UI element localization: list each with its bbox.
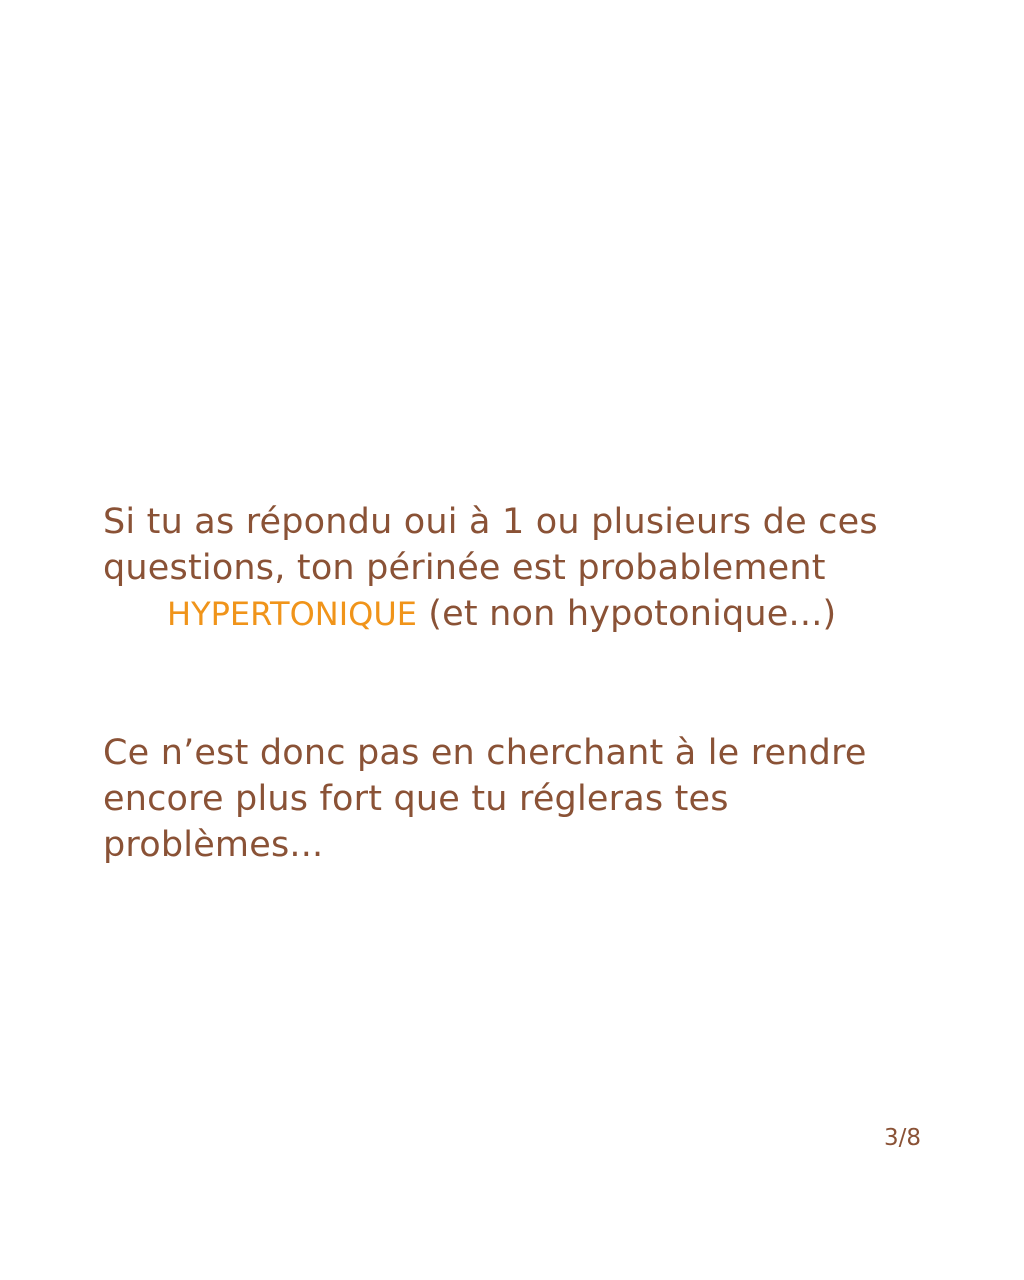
paragraph-hypertonic-result	[103, 499, 923, 637]
paragraph-1-line-1: Si tu as répondu oui à 1 ou plusieurs de ces	[103, 502, 878, 542]
page-indicator: 3/8	[883, 1125, 921, 1151]
paragraph-2-line-2: encore plus fort que tu régleras tes	[103, 779, 729, 819]
hypertonique-highlight: HYPERTONIQUE	[167, 595, 417, 633]
paragraph-1-line-2: questions, ton périnée est probablement	[103, 548, 826, 588]
paragraph-conclusion	[103, 730, 923, 868]
paragraph-2-line-1: Ce n’est donc pas en cherchant à le rendre	[103, 733, 867, 773]
paragraph-2-line-3: problèmes...	[103, 825, 324, 865]
paragraph-1-line-3	[103, 591, 923, 637]
paragraph-1-line-3-rest: (et non hypotonique...)	[416, 594, 837, 634]
